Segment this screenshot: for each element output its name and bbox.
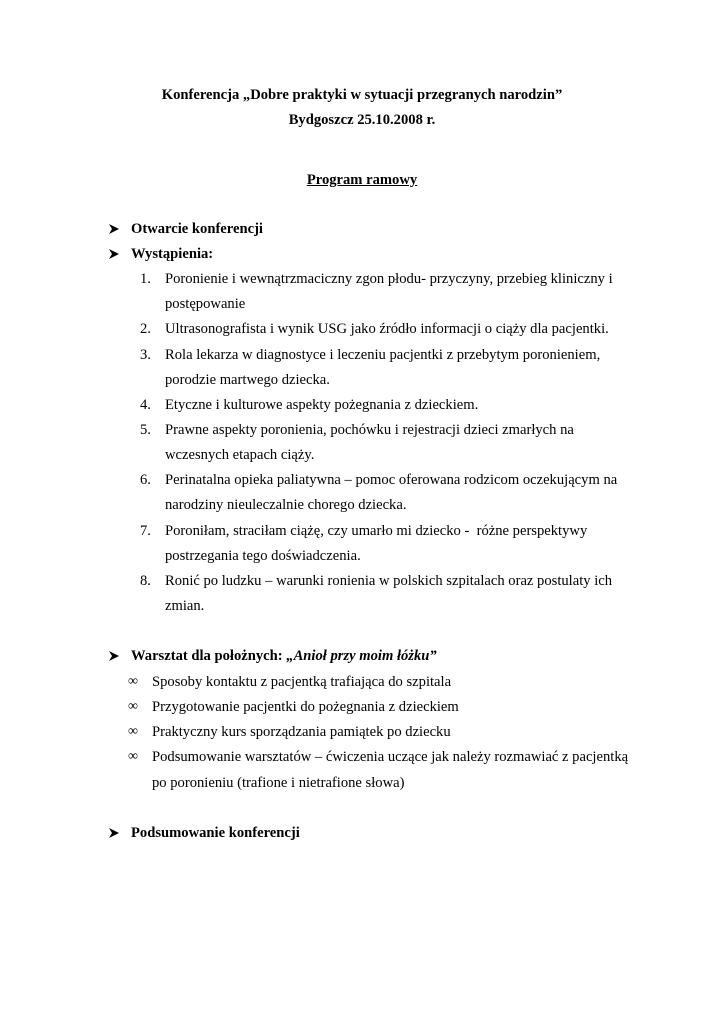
- section-opening: Otwarcie konferencji: [131, 221, 263, 237]
- arrow-bullet-icon: [108, 823, 122, 843]
- workshop-item-line1: Praktyczny kurs sporządzania pamiątek po dziecku: [152, 724, 451, 740]
- place-date: Bydgoszcz 25.10.2008 r.: [288, 112, 436, 128]
- section-workshop: [131, 646, 437, 666]
- infinity-bullet-icon: ∞: [128, 749, 138, 764]
- section-talks-title: Wystąpienia:: [131, 246, 214, 262]
- talk-item-line1: Etyczne i kulturowe aspekty pożegnania z dzieckiem.: [165, 397, 479, 413]
- talk-item-line2: porodzie martwego dziecka.: [165, 372, 330, 388]
- arrow-bullet-icon: [108, 646, 122, 666]
- section-closing: Podsumowanie konferencji: [131, 825, 300, 841]
- program-title: Program ramowy: [306, 172, 418, 188]
- talk-item-line1: Ronić po ludzku – warunki ronienia w polskich szpitalach oraz postulaty ich: [165, 573, 613, 589]
- talk-item-line2: zmian.: [165, 598, 205, 614]
- talk-number: 7.: [140, 523, 151, 539]
- talk-item-line1: Perinatalna opieka paliatywna – pomoc oferowana rodzicom oczekującym na: [165, 472, 618, 488]
- talk-item-line1: Poroniłam, straciłam ciążę, czy umarło mi dziecko - różne perspektywy: [165, 523, 588, 539]
- talk-number: 4.: [140, 397, 151, 413]
- talk-number: 1.: [140, 271, 151, 287]
- talk-item-line2: postrzegania tego doświadczenia.: [165, 548, 361, 564]
- talk-item-line1: Prawne aspekty poronienia, pochówku i rejestracji dzieci zmarłych na: [165, 422, 574, 438]
- talk-number: 6.: [140, 472, 151, 488]
- talk-item-line1: Ultrasonografista i wynik USG jako źródło informacji o ciąży dla pacjentki.: [165, 321, 609, 337]
- arrow-bullet-icon: [108, 244, 122, 264]
- talk-number: 2.: [140, 321, 151, 337]
- conference-title: Konferencja „Dobre praktyki w sytuacji przegranych narodzin”: [161, 87, 563, 103]
- workshop-title: „Anioł przy moim łóżku”: [286, 648, 437, 664]
- workshop-item-line1: Sposoby kontaktu z pacjentką trafiająca do szpitala: [152, 674, 452, 690]
- infinity-bullet-icon: ∞: [128, 674, 138, 689]
- talk-number: 5.: [140, 422, 151, 438]
- arrow-bullet-icon: [108, 219, 122, 239]
- talk-item-line2: wczesnych etapach ciąży.: [165, 447, 315, 463]
- talk-number: 8.: [140, 573, 151, 589]
- talk-item-line1: Poronienie i wewnątrzmaciczny zgon płodu- przyczyny, przebieg kliniczny i: [165, 271, 613, 287]
- infinity-bullet-icon: ∞: [128, 724, 138, 739]
- talk-number: 3.: [140, 347, 151, 363]
- talk-item-line2: narodziny nieuleczalnie chorego dziecka.: [165, 497, 407, 513]
- talk-item-line1: Rola lekarza w diagnostyce i leczeniu pacjentki z przebytym poronieniem,: [165, 347, 601, 363]
- talk-item-line2: postępowanie: [165, 296, 246, 312]
- workshop-item-line1: Podsumowanie warsztatów – ćwiczenia uczące jak należy rozmawiać z pacjentką: [152, 749, 629, 765]
- workshop-label: Warsztat dla położnych:: [131, 648, 287, 664]
- workshop-item-line1: Przygotowanie pacjentki do pożegnania z dzieckiem: [152, 699, 459, 715]
- infinity-bullet-icon: ∞: [128, 699, 138, 714]
- workshop-item-line2: po poronieniu (trafione i nietrafione słowa): [152, 775, 405, 791]
